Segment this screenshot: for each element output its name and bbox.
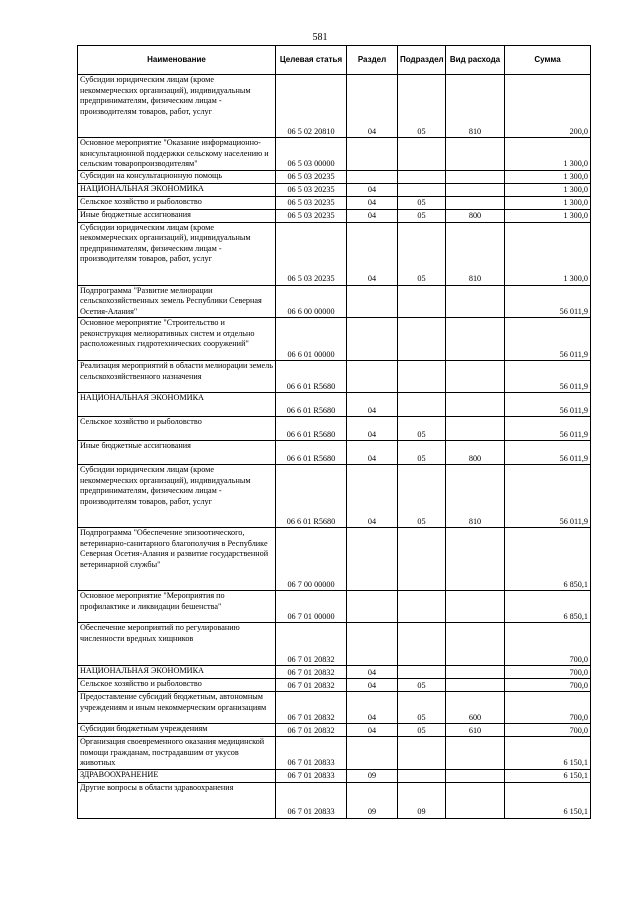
row-name: Иные бюджетные ассигнования bbox=[78, 441, 276, 465]
row-name: Основное мероприятие "Мероприятия по профилактике и ликвидации бешенства" bbox=[78, 591, 276, 623]
row-name: Субсидии бюджетным учреждениям bbox=[78, 724, 276, 737]
row-target-article: 06 5 03 20235 bbox=[276, 222, 347, 285]
table-row bbox=[78, 361, 591, 393]
table-row bbox=[78, 782, 591, 818]
row-expense-type bbox=[446, 679, 505, 692]
row-section: 04 bbox=[347, 441, 398, 465]
row-target-article: 06 5 03 20235 bbox=[276, 170, 347, 183]
row-name: Подпрограмма "Обеспечение эпизоотического, ветеринарно-санитарного благополучия в Республике Северная Осетия-Алания и развитие государственной ветеринарной службы" bbox=[78, 528, 276, 591]
row-section: 04 bbox=[347, 724, 398, 737]
row-section bbox=[347, 528, 398, 591]
page-number: 581 bbox=[312, 32, 328, 43]
row-section: 04 bbox=[347, 393, 398, 417]
row-expense-type bbox=[446, 417, 505, 441]
row-subsection: 09 bbox=[398, 782, 446, 818]
row-target-article: 06 7 01 20833 bbox=[276, 769, 347, 782]
row-amount: 200,0 bbox=[505, 75, 591, 138]
row-subsection bbox=[398, 170, 446, 183]
header-name: Наименование bbox=[78, 46, 276, 75]
row-section: 04 bbox=[347, 75, 398, 138]
row-section bbox=[347, 623, 398, 666]
row-section: 04 bbox=[347, 209, 398, 222]
header-amount: Сумма bbox=[505, 46, 591, 75]
table-row bbox=[78, 623, 591, 666]
row-expense-type bbox=[446, 769, 505, 782]
row-amount: 56 011,9 bbox=[505, 285, 591, 318]
row-name: Сельское хозяйство и рыболовство bbox=[78, 196, 276, 209]
row-amount: 56 011,9 bbox=[505, 441, 591, 465]
row-amount: 6 850,1 bbox=[505, 528, 591, 591]
table-row bbox=[78, 441, 591, 465]
row-expense-type bbox=[446, 528, 505, 591]
table-row bbox=[78, 170, 591, 183]
row-amount: 1 300,0 bbox=[505, 222, 591, 285]
row-subsection: 05 bbox=[398, 465, 446, 528]
row-target-article: 06 5 03 20235 bbox=[276, 183, 347, 196]
row-target-article: 06 6 01 00000 bbox=[276, 318, 347, 361]
row-expense-type bbox=[446, 591, 505, 623]
row-target-article: 06 7 00 00000 bbox=[276, 528, 347, 591]
row-expense-type bbox=[446, 737, 505, 770]
row-amount: 56 011,9 bbox=[505, 361, 591, 393]
row-expense-type bbox=[446, 361, 505, 393]
row-subsection bbox=[398, 591, 446, 623]
row-target-article: 06 6 01 R5680 bbox=[276, 393, 347, 417]
table-row bbox=[78, 183, 591, 196]
row-section bbox=[347, 318, 398, 361]
row-amount: 56 011,9 bbox=[505, 465, 591, 528]
row-section: 04 bbox=[347, 692, 398, 724]
row-target-article: 06 7 01 00000 bbox=[276, 591, 347, 623]
table-row bbox=[78, 138, 591, 171]
row-section: 04 bbox=[347, 183, 398, 196]
row-target-article: 06 6 00 00000 bbox=[276, 285, 347, 318]
row-expense-type bbox=[446, 782, 505, 818]
row-subsection bbox=[398, 393, 446, 417]
row-name: Обеспечение мероприятий по регулированию численности вредных хищников bbox=[78, 623, 276, 666]
row-target-article: 06 6 01 R5680 bbox=[276, 361, 347, 393]
row-subsection: 05 bbox=[398, 679, 446, 692]
row-subsection: 05 bbox=[398, 724, 446, 737]
table-row bbox=[78, 393, 591, 417]
row-section bbox=[347, 285, 398, 318]
row-amount: 6 150,1 bbox=[505, 737, 591, 770]
table-row bbox=[78, 222, 591, 285]
header-subsection: Подраздел bbox=[398, 46, 446, 75]
table-row bbox=[78, 692, 591, 724]
row-subsection bbox=[398, 769, 446, 782]
table-row bbox=[78, 769, 591, 782]
row-amount: 700,0 bbox=[505, 623, 591, 666]
row-name: Основное мероприятие "Оказание информационно-консультационной поддержки сельскому населению и сельским товаропроизводителям" bbox=[78, 138, 276, 171]
row-subsection: 05 bbox=[398, 196, 446, 209]
row-section: 04 bbox=[347, 222, 398, 285]
row-amount: 700,0 bbox=[505, 724, 591, 737]
row-amount: 1 300,0 bbox=[505, 138, 591, 171]
row-name: Предоставление субсидий бюджетным, автономным учреждениям и иным некоммерческим организациям bbox=[78, 692, 276, 724]
row-expense-type: 810 bbox=[446, 75, 505, 138]
row-section: 09 bbox=[347, 769, 398, 782]
row-target-article: 06 7 01 20833 bbox=[276, 782, 347, 818]
row-subsection: 05 bbox=[398, 209, 446, 222]
row-expense-type: 810 bbox=[446, 222, 505, 285]
table-row bbox=[78, 285, 591, 318]
row-expense-type bbox=[446, 666, 505, 679]
row-name: Субсидии юридическим лицам (кроме некоммерческих организаций), индивидуальным предпринимателям, физическим лицам - производителям товаров, работ, услуг bbox=[78, 222, 276, 285]
row-expense-type: 810 bbox=[446, 465, 505, 528]
row-subsection bbox=[398, 361, 446, 393]
row-target-article: 06 5 03 20235 bbox=[276, 209, 347, 222]
table-row bbox=[78, 318, 591, 361]
row-expense-type bbox=[446, 318, 505, 361]
table-row bbox=[78, 528, 591, 591]
row-amount: 6 150,1 bbox=[505, 769, 591, 782]
table-row bbox=[78, 209, 591, 222]
row-target-article: 06 5 03 20235 bbox=[276, 196, 347, 209]
row-expense-type bbox=[446, 170, 505, 183]
row-subsection bbox=[398, 318, 446, 361]
row-target-article: 06 7 01 20832 bbox=[276, 666, 347, 679]
row-section: 04 bbox=[347, 196, 398, 209]
row-amount: 700,0 bbox=[505, 692, 591, 724]
row-expense-type bbox=[446, 623, 505, 666]
row-section: 04 bbox=[347, 417, 398, 441]
row-target-article: 06 7 01 20832 bbox=[276, 679, 347, 692]
row-section bbox=[347, 170, 398, 183]
row-amount: 56 011,9 bbox=[505, 393, 591, 417]
row-subsection bbox=[398, 666, 446, 679]
row-amount: 1 300,0 bbox=[505, 183, 591, 196]
row-name: Организация своевременного оказания медицинской помощи гражданам, пострадавшим от укусов животных bbox=[78, 737, 276, 770]
row-target-article: 06 7 01 20832 bbox=[276, 623, 347, 666]
row-name: Реализация мероприятий в области мелиорации земель сельскохозяйственного назначения bbox=[78, 361, 276, 393]
row-section bbox=[347, 361, 398, 393]
row-expense-type: 800 bbox=[446, 441, 505, 465]
table-row bbox=[78, 679, 591, 692]
row-target-article: 06 6 01 R5680 bbox=[276, 441, 347, 465]
row-section: 04 bbox=[347, 679, 398, 692]
row-name: Основное мероприятие "Строительство и реконструкция мелиоративных систем и отдельно расположенных гидротехнических сооружений" bbox=[78, 318, 276, 361]
table-row bbox=[78, 591, 591, 623]
row-expense-type bbox=[446, 196, 505, 209]
row-amount: 1 300,0 bbox=[505, 196, 591, 209]
row-section: 09 bbox=[347, 782, 398, 818]
row-target-article: 06 7 01 20833 bbox=[276, 737, 347, 770]
row-name: Субсидии на консультационную помощь bbox=[78, 170, 276, 183]
row-amount: 700,0 bbox=[505, 679, 591, 692]
row-name: Сельское хозяйство и рыболовство bbox=[78, 679, 276, 692]
row-subsection bbox=[398, 285, 446, 318]
table-header-row bbox=[78, 46, 591, 75]
row-subsection bbox=[398, 528, 446, 591]
row-name: Другие вопросы в области здравоохранения bbox=[78, 782, 276, 818]
row-target-article: 06 6 01 R5680 bbox=[276, 417, 347, 441]
row-expense-type bbox=[446, 183, 505, 196]
row-amount: 1 300,0 bbox=[505, 209, 591, 222]
row-expense-type bbox=[446, 138, 505, 171]
header-section: Раздел bbox=[347, 46, 398, 75]
row-name: Подпрограмма "Развитие мелиорации сельскохозяйственных земель Республики Северная Осетия-Алания" bbox=[78, 285, 276, 318]
row-subsection bbox=[398, 183, 446, 196]
row-name: Субсидии юридическим лицам (кроме некоммерческих организаций), индивидуальным предпринимателям, физическим лицам - производителям товаров, работ, услуг bbox=[78, 75, 276, 138]
row-section bbox=[347, 591, 398, 623]
row-subsection bbox=[398, 623, 446, 666]
row-section: 04 bbox=[347, 666, 398, 679]
row-expense-type bbox=[446, 393, 505, 417]
header-expense-type: Вид расхода bbox=[446, 46, 505, 75]
table-row bbox=[78, 75, 591, 138]
row-expense-type: 800 bbox=[446, 209, 505, 222]
row-amount: 6 150,1 bbox=[505, 782, 591, 818]
header-target-article: Целевая статья bbox=[276, 46, 347, 75]
row-subsection: 05 bbox=[398, 222, 446, 285]
row-expense-type: 610 bbox=[446, 724, 505, 737]
row-target-article: 06 7 01 20832 bbox=[276, 692, 347, 724]
row-amount: 1 300,0 bbox=[505, 170, 591, 183]
table-row bbox=[78, 417, 591, 441]
row-amount: 56 011,9 bbox=[505, 318, 591, 361]
row-amount: 56 011,9 bbox=[505, 417, 591, 441]
row-name: Субсидии юридическим лицам (кроме некоммерческих организаций), индивидуальным предпринимателям, физическим лицам - производителям товаров, работ, услуг bbox=[78, 465, 276, 528]
row-target-article: 06 5 03 00000 bbox=[276, 138, 347, 171]
row-subsection: 05 bbox=[398, 417, 446, 441]
table-row bbox=[78, 724, 591, 737]
table-row bbox=[78, 737, 591, 770]
row-section bbox=[347, 737, 398, 770]
row-target-article: 06 6 01 R5680 bbox=[276, 465, 347, 528]
row-target-article: 06 7 01 20832 bbox=[276, 724, 347, 737]
row-expense-type: 600 bbox=[446, 692, 505, 724]
row-expense-type bbox=[446, 285, 505, 318]
row-name: ЗДРАВООХРАНЕНИЕ bbox=[78, 769, 276, 782]
row-name: НАЦИОНАЛЬНАЯ ЭКОНОМИКА bbox=[78, 666, 276, 679]
row-target-article: 06 5 02 20810 bbox=[276, 75, 347, 138]
row-amount: 700,0 bbox=[505, 666, 591, 679]
row-section: 04 bbox=[347, 465, 398, 528]
row-name: Сельское хозяйство и рыболовство bbox=[78, 417, 276, 441]
row-subsection: 05 bbox=[398, 75, 446, 138]
row-name: НАЦИОНАЛЬНАЯ ЭКОНОМИКА bbox=[78, 183, 276, 196]
table-row bbox=[78, 465, 591, 528]
row-name: Иные бюджетные ассигнования bbox=[78, 209, 276, 222]
row-subsection bbox=[398, 138, 446, 171]
row-section bbox=[347, 138, 398, 171]
row-name: НАЦИОНАЛЬНАЯ ЭКОНОМИКА bbox=[78, 393, 276, 417]
row-subsection bbox=[398, 737, 446, 770]
table-row bbox=[78, 666, 591, 679]
row-amount: 6 850,1 bbox=[505, 591, 591, 623]
row-subsection: 05 bbox=[398, 692, 446, 724]
table-row bbox=[78, 196, 591, 209]
row-subsection: 05 bbox=[398, 441, 446, 465]
budget-table bbox=[77, 45, 591, 819]
